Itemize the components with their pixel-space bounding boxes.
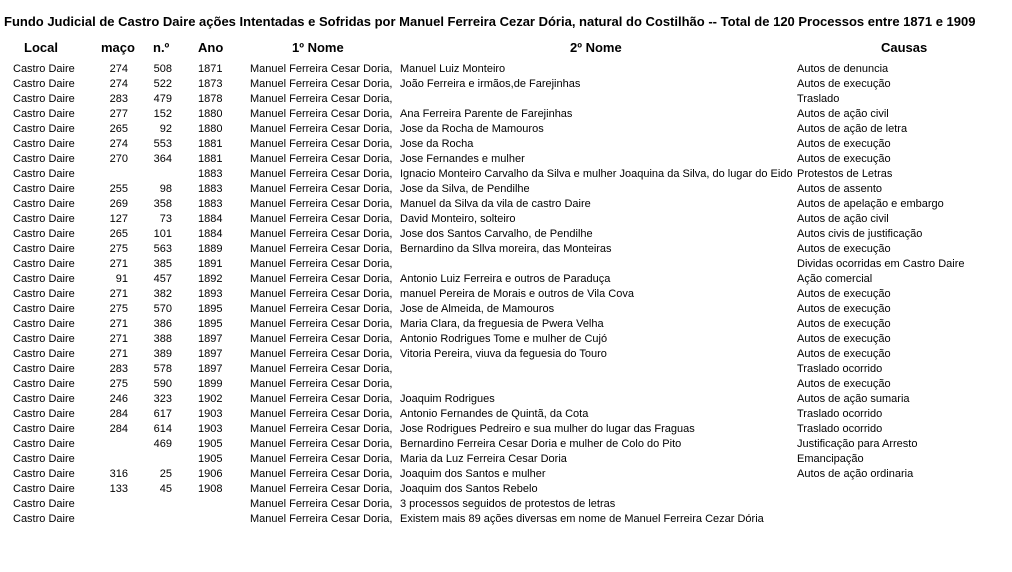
cell-causa: Dividas ocorridas em Castro Daire <box>797 258 965 270</box>
cell-local: Castro Daire <box>13 498 75 510</box>
table-row <box>0 137 1012 152</box>
header-maco: maço <box>101 40 135 55</box>
cell-nome1: Manuel Ferreira Cesar Doria, <box>250 498 393 510</box>
cell-nome1: Manuel Ferreira Cesar Doria, <box>250 513 393 525</box>
cell-nome2: Jose Fernandes e mulher <box>400 153 525 165</box>
cell-numero: 92 <box>159 123 172 135</box>
cell-nome2: Bernardino Ferreira Cesar Doria e mulher de Colo do Pito <box>400 438 682 450</box>
header-ano: Ano <box>198 40 224 55</box>
cell-maco: 275 <box>109 243 128 255</box>
cell-causa: Autos de execução <box>797 318 891 330</box>
cell-maco: 271 <box>109 333 128 345</box>
cell-numero: 522 <box>153 78 172 90</box>
cell-causa: Autos de execução <box>797 378 891 390</box>
cell-ano: 1880 <box>198 108 223 120</box>
cell-ano: 1881 <box>198 138 223 150</box>
cell-causa: Traslado <box>797 93 840 105</box>
cell-local: Castro Daire <box>13 138 75 150</box>
cell-causa: Traslado ocorrido <box>797 363 883 375</box>
cell-ano: 1906 <box>198 468 223 480</box>
cell-ano: 1884 <box>198 213 223 225</box>
cell-ano: 1895 <box>198 303 223 315</box>
cell-local: Castro Daire <box>13 228 75 240</box>
cell-ano: 1881 <box>198 153 223 165</box>
cell-ano: 1884 <box>198 228 223 240</box>
cell-numero: 553 <box>153 138 172 150</box>
cell-maco: 265 <box>109 228 128 240</box>
cell-local: Castro Daire <box>13 183 75 195</box>
cell-nome2: Ignacio Monteiro Carvalho da Silva e mulher Joaquina da Silva, do lugar do Eido <box>400 168 793 180</box>
cell-ano: 1880 <box>198 123 223 135</box>
cell-numero: 617 <box>153 408 172 420</box>
cell-nome2: Manuel Luiz Monteiro <box>400 63 506 75</box>
cell-ano: 1903 <box>198 408 223 420</box>
cell-nome2: Vitoria Pereira, viuva da feguesia do Touro <box>400 348 607 360</box>
cell-ano: 1878 <box>198 93 223 105</box>
cell-nome2: Bernardino da Sllva moreira, das Monteiras <box>400 243 612 255</box>
cell-maco: 271 <box>109 348 128 360</box>
cell-ano: 1889 <box>198 243 223 255</box>
cell-causa: Ação comercial <box>797 273 873 285</box>
cell-ano: 1891 <box>198 258 223 270</box>
cell-local: Castro Daire <box>13 303 75 315</box>
cell-maco: 270 <box>109 153 128 165</box>
table-row <box>0 377 1012 392</box>
cell-causa: Autos de ação de letra <box>797 123 908 135</box>
cell-nome2: João Ferreira e irmãos,de Farejinhas <box>400 78 581 90</box>
cell-nome1: Manuel Ferreira Cesar Doria, <box>250 273 393 285</box>
cell-causa: Autos de apelação e embargo <box>797 198 944 210</box>
cell-numero: 479 <box>153 93 172 105</box>
cell-nome1: Manuel Ferreira Cesar Doria, <box>250 138 393 150</box>
table-row <box>0 482 1012 497</box>
cell-nome2: Existem mais 89 ações diversas em nome de Manuel Ferreira Cezar Dória <box>400 513 764 525</box>
cell-numero: 578 <box>153 363 172 375</box>
cell-ano: 1903 <box>198 423 223 435</box>
cell-numero: 590 <box>153 378 172 390</box>
page-title: Fundo Judicial de Castro Daire ações Intentadas e Sofridas por Manuel Ferreira Cezar Dória, natural do Costilhão -- Total de 120 Processos entre 1871 e 1909 <box>4 14 976 29</box>
cell-ano: 1883 <box>198 168 223 180</box>
cell-local: Castro Daire <box>13 318 75 330</box>
cell-nome1: Manuel Ferreira Cesar Doria, <box>250 198 393 210</box>
cell-numero: 386 <box>153 318 172 330</box>
cell-numero: 385 <box>153 258 172 270</box>
cell-nome2: David Monteiro, solteiro <box>400 213 516 225</box>
cell-local: Castro Daire <box>13 453 75 465</box>
cell-maco: 269 <box>109 198 128 210</box>
cell-numero: 388 <box>153 333 172 345</box>
table-row <box>0 422 1012 437</box>
cell-maco: 275 <box>109 378 128 390</box>
cell-nome1: Manuel Ferreira Cesar Doria, <box>250 303 393 315</box>
table-row <box>0 317 1012 332</box>
cell-nome1: Manuel Ferreira Cesar Doria, <box>250 213 393 225</box>
cell-maco: 316 <box>109 468 128 480</box>
cell-nome2: Jose dos Santos Carvalho, de Pendilhe <box>400 228 593 240</box>
cell-causa: Justificação para Arresto <box>797 438 918 450</box>
cell-maco: 274 <box>109 138 128 150</box>
cell-nome2: Jose de Almeida, de Mamouros <box>400 303 555 315</box>
cell-nome2: Jose da Silva, de Pendilhe <box>400 183 530 195</box>
cell-local: Castro Daire <box>13 513 75 525</box>
cell-causa: Autos de execução <box>797 138 891 150</box>
cell-nome1: Manuel Ferreira Cesar Doria, <box>250 363 393 375</box>
cell-numero: 323 <box>153 393 172 405</box>
cell-numero: 152 <box>153 108 172 120</box>
cell-causa: Autos de execução <box>797 78 891 90</box>
cell-maco: 274 <box>109 63 128 75</box>
cell-ano: 1871 <box>198 63 223 75</box>
cell-nome2: Maria Clara, da freguesia de Pwera Velha <box>400 318 604 330</box>
cell-local: Castro Daire <box>13 483 75 495</box>
cell-numero: 389 <box>153 348 172 360</box>
cell-local: Castro Daire <box>13 363 75 375</box>
cell-numero: 358 <box>153 198 172 210</box>
cell-maco: 277 <box>109 108 128 120</box>
cell-numero: 382 <box>153 288 172 300</box>
cell-ano: 1905 <box>198 453 223 465</box>
cell-numero: 469 <box>153 438 172 450</box>
cell-ano: 1897 <box>198 333 223 345</box>
cell-causa: Autos de ação civil <box>797 213 889 225</box>
header-causas: Causas <box>881 40 928 55</box>
cell-local: Castro Daire <box>13 273 75 285</box>
cell-nome1: Manuel Ferreira Cesar Doria, <box>250 483 393 495</box>
cell-nome1: Manuel Ferreira Cesar Doria, <box>250 468 393 480</box>
cell-local: Castro Daire <box>13 123 75 135</box>
cell-ano: 1899 <box>198 378 223 390</box>
cell-numero: 45 <box>159 483 172 495</box>
cell-numero: 101 <box>153 228 172 240</box>
cell-causa: Autos de execução <box>797 348 891 360</box>
cell-local: Castro Daire <box>13 198 75 210</box>
table-row <box>0 242 1012 257</box>
cell-ano: 1905 <box>198 438 223 450</box>
cell-numero: 563 <box>153 243 172 255</box>
cell-ano: 1883 <box>198 183 223 195</box>
table-row <box>0 287 1012 302</box>
cell-maco: 274 <box>109 78 128 90</box>
cell-local: Castro Daire <box>13 258 75 270</box>
cell-numero: 98 <box>159 183 172 195</box>
cell-ano: 1895 <box>198 318 223 330</box>
cell-maco: 127 <box>109 213 128 225</box>
cell-causa: Autos de assento <box>797 183 883 195</box>
cell-nome1: Manuel Ferreira Cesar Doria, <box>250 258 393 270</box>
cell-causa: Autos de ação sumaria <box>797 393 910 405</box>
cell-nome2: manuel Pereira de Morais e outros de Vila Cova <box>400 288 634 300</box>
cell-nome1: Manuel Ferreira Cesar Doria, <box>250 453 393 465</box>
cell-nome1: Manuel Ferreira Cesar Doria, <box>250 228 393 240</box>
cell-ano: 1893 <box>198 288 223 300</box>
cell-maco: 283 <box>109 93 128 105</box>
cell-causa: Autos de execução <box>797 333 891 345</box>
cell-local: Castro Daire <box>13 63 75 75</box>
cell-local: Castro Daire <box>13 438 75 450</box>
table-row <box>0 512 1012 527</box>
cell-nome2: Joaquim dos Santos Rebelo <box>400 483 538 495</box>
cell-causa: Traslado ocorrido <box>797 423 883 435</box>
table-row <box>0 257 1012 272</box>
cell-nome1: Manuel Ferreira Cesar Doria, <box>250 318 393 330</box>
cell-ano: 1897 <box>198 363 223 375</box>
cell-nome1: Manuel Ferreira Cesar Doria, <box>250 78 393 90</box>
cell-nome1: Manuel Ferreira Cesar Doria, <box>250 153 393 165</box>
cell-nome1: Manuel Ferreira Cesar Doria, <box>250 108 393 120</box>
cell-local: Castro Daire <box>13 348 75 360</box>
cell-ano: 1897 <box>198 348 223 360</box>
cell-nome1: Manuel Ferreira Cesar Doria, <box>250 393 393 405</box>
cell-maco: 133 <box>109 483 128 495</box>
cell-nome1: Manuel Ferreira Cesar Doria, <box>250 408 393 420</box>
cell-maco: 265 <box>109 123 128 135</box>
table-row <box>0 77 1012 92</box>
table-row <box>0 227 1012 242</box>
cell-maco: 284 <box>109 408 128 420</box>
table-row <box>0 122 1012 137</box>
table-row <box>0 167 1012 182</box>
header-nome2: 2º Nome <box>570 40 622 55</box>
cell-local: Castro Daire <box>13 423 75 435</box>
cell-nome1: Manuel Ferreira Cesar Doria, <box>250 333 393 345</box>
cell-ano: 1883 <box>198 198 223 210</box>
table-row <box>0 392 1012 407</box>
cell-numero: 73 <box>159 213 172 225</box>
table-row <box>0 197 1012 212</box>
cell-maco: 271 <box>109 288 128 300</box>
table-row <box>0 467 1012 482</box>
cell-maco: 271 <box>109 258 128 270</box>
table-body <box>0 62 1012 527</box>
cell-numero: 364 <box>153 153 172 165</box>
cell-maco: 275 <box>109 303 128 315</box>
cell-nome1: Manuel Ferreira Cesar Doria, <box>250 168 393 180</box>
cell-nome2: Jose da Rocha <box>400 138 474 150</box>
table-row <box>0 152 1012 167</box>
cell-local: Castro Daire <box>13 408 75 420</box>
cell-nome2: 3 processos seguidos de protestos de letras <box>400 498 616 510</box>
cell-local: Castro Daire <box>13 108 75 120</box>
cell-nome2: Joaquim Rodrigues <box>400 393 495 405</box>
cell-local: Castro Daire <box>13 378 75 390</box>
cell-maco: 91 <box>115 273 128 285</box>
cell-nome2: Manuel da Silva da vila de castro Daire <box>400 198 591 210</box>
cell-causa: Autos de ação civil <box>797 108 889 120</box>
cell-local: Castro Daire <box>13 393 75 405</box>
table-row <box>0 62 1012 77</box>
cell-nome1: Manuel Ferreira Cesar Doria, <box>250 438 393 450</box>
cell-local: Castro Daire <box>13 153 75 165</box>
cell-maco: 255 <box>109 183 128 195</box>
header-local: Local <box>24 40 58 55</box>
table-row <box>0 332 1012 347</box>
cell-local: Castro Daire <box>13 243 75 255</box>
cell-local: Castro Daire <box>13 78 75 90</box>
table-row <box>0 92 1012 107</box>
cell-numero: 457 <box>153 273 172 285</box>
cell-nome1: Manuel Ferreira Cesar Doria, <box>250 243 393 255</box>
cell-causa: Autos de execução <box>797 243 891 255</box>
cell-local: Castro Daire <box>13 333 75 345</box>
cell-nome2: Jose Rodrigues Pedreiro e sua mulher do lugar das Fraguas <box>400 423 695 435</box>
cell-causa: Autos de denuncia <box>797 63 889 75</box>
header-numero: n.º <box>153 40 170 55</box>
cell-local: Castro Daire <box>13 168 75 180</box>
cell-nome2: Ana Ferreira Parente de Farejinhas <box>400 108 573 120</box>
cell-nome1: Manuel Ferreira Cesar Doria, <box>250 183 393 195</box>
cell-numero: 508 <box>153 63 172 75</box>
table-row <box>0 347 1012 362</box>
table-row <box>0 302 1012 317</box>
cell-numero: 614 <box>153 423 172 435</box>
cell-numero: 570 <box>153 303 172 315</box>
cell-local: Castro Daire <box>13 288 75 300</box>
cell-causa: Autos de execução <box>797 288 891 300</box>
cell-ano: 1892 <box>198 273 223 285</box>
cell-ano: 1902 <box>198 393 223 405</box>
cell-nome2: Joaquim dos Santos e mulher <box>400 468 546 480</box>
cell-nome2: Antonio Rodrigues Tome e mulher de Cujó <box>400 333 608 345</box>
cell-causa: Autos de execução <box>797 153 891 165</box>
table-row <box>0 182 1012 197</box>
header-nome1: 1º Nome <box>292 40 344 55</box>
cell-local: Castro Daire <box>13 468 75 480</box>
cell-local: Castro Daire <box>13 93 75 105</box>
cell-nome1: Manuel Ferreira Cesar Doria, <box>250 348 393 360</box>
table-row <box>0 212 1012 227</box>
cell-nome1: Manuel Ferreira Cesar Doria, <box>250 63 393 75</box>
cell-nome2: Antonio Luiz Ferreira e outros de Paraduça <box>400 273 611 285</box>
cell-nome1: Manuel Ferreira Cesar Doria, <box>250 378 393 390</box>
cell-causa: Autos de ação ordinaria <box>797 468 914 480</box>
cell-nome1: Manuel Ferreira Cesar Doria, <box>250 423 393 435</box>
cell-maco: 271 <box>109 318 128 330</box>
cell-nome2: Antonio Fernandes de Quintã, da Cota <box>400 408 589 420</box>
cell-maco: 284 <box>109 423 128 435</box>
table-row <box>0 362 1012 377</box>
cell-maco: 283 <box>109 363 128 375</box>
table-row <box>0 437 1012 452</box>
cell-nome2: Jose da Rocha de Mamouros <box>400 123 544 135</box>
table-row <box>0 452 1012 467</box>
cell-nome2: Maria da Luz Ferreira Cesar Doria <box>400 453 567 465</box>
cell-causa: Emancipação <box>797 453 864 465</box>
cell-maco: 246 <box>109 393 128 405</box>
cell-causa: Autos civis de justificação <box>797 228 923 240</box>
cell-nome1: Manuel Ferreira Cesar Doria, <box>250 123 393 135</box>
cell-causa: Protestos de Letras <box>797 168 893 180</box>
cell-causa: Traslado ocorrido <box>797 408 883 420</box>
cell-ano: 1873 <box>198 78 223 90</box>
cell-causa: Autos de execução <box>797 303 891 315</box>
table-row <box>0 107 1012 122</box>
cell-local: Castro Daire <box>13 213 75 225</box>
table-row <box>0 407 1012 422</box>
cell-ano: 1908 <box>198 483 223 495</box>
table-row <box>0 272 1012 287</box>
cell-nome1: Manuel Ferreira Cesar Doria, <box>250 93 393 105</box>
cell-nome1: Manuel Ferreira Cesar Doria, <box>250 288 393 300</box>
cell-numero: 25 <box>159 468 172 480</box>
table-row <box>0 497 1012 512</box>
